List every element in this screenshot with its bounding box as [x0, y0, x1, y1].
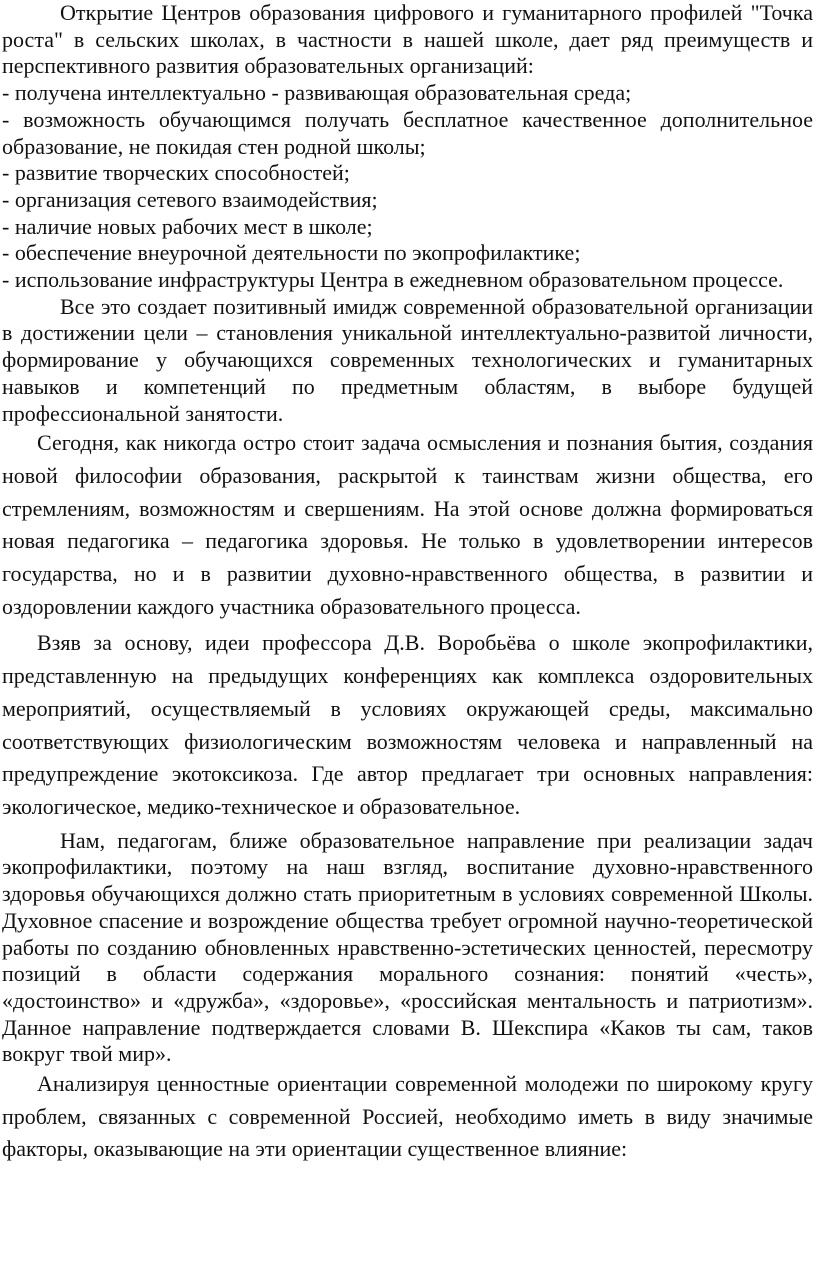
list-item: - использование инфраструктуры Центра в ежедневном образовательном процессе. — [2, 267, 784, 293]
body-paragraph: Взяв за основу, идеи профессора Д.В. Воробьёва о школе экопрофилактики, представленную на предыдущих конференциях как комплекса оздоровительных мероприятий, осуществляемый в условиях окружающей среды, максимально соответствующих физиологическим возможностям человека и направленный на предупреждение экотоксикоза. Где автор предлагает три основных направления: экологическое, медико-техническое и образовательное. — [2, 630, 813, 819]
body-paragraph: Сегодня, как никогда остро стоит задача осмысления и познания бытия, создания новой философии образования, раскрытой к таинствам жизни общества, его стремлениям, возможностям и свершениям. На этой основе должна формироваться новая педагогика – педагогика здоровья. Не только в удовлетворении интересов государства, но и в развитии духовно-нравственного общества, в развитии и оздоровлении каждого участника образовательного процесса. — [2, 430, 813, 619]
intro-paragraph: Открытие Центров образования цифрового и гуманитарного профилей "Точка роста" в сельских школах, в частности в нашей школе, дает ряд преимуществ и перспективного развития образовательных организаций: — [2, 0, 813, 79]
list-item: - развитие творческих способностей; — [2, 160, 350, 186]
list-item: - возможность обучающимся получать бесплатное качественное дополнительное образование, не покидая стен родной школы; — [2, 106, 813, 159]
body-paragraph: Анализируя ценностные ориентации современной молодежи по широкому кругу проблем, связанных с современной Россией, необходимо иметь в виду значимые факторы, оказывающие на эти ориентации существенное влияние: — [2, 1071, 813, 1162]
list-item: - получена интеллектуально - развивающая образовательная среда; — [2, 80, 632, 106]
body-paragraph: Все это создает позитивный имидж современной образовательной организации в достижении цели – становления уникальной интеллектуально-развитой личности, формирование у обучающихся современных технологических и гуманитарных навыков и компетенций по предметным областям, в выборе будущей профессиональной занятости. — [2, 293, 813, 426]
list-item: - организация сетевого взаимодействия; — [2, 186, 378, 212]
body-paragraph: Нам, педагогам, ближе образовательное направление при реализации задач экопрофилактики, поэтому на наш взгляд, воспитание духовно-нравственного здоровья обучающихся должно стать приоритетным в условиях современной Школы. Духовное спасение и возрождение общества требует огромной научно-теоретической работы по созданию обновленных нравственно-эстетических ценностей, пересмотру позиций в области содержания морального сознания: понятий «честь», «достоинство» и «дружба», «здоровье», «российская ментальность и патриотизм». Данное направление подтверждается словами В. Шекспира «Каков ты сам, таков вокруг твой мир». — [2, 827, 813, 1067]
list-item: - наличие новых рабочих мест в школе; — [2, 213, 373, 239]
list-item: - обеспечение внеурочной деятельности по экопрофилактике; — [2, 240, 581, 266]
